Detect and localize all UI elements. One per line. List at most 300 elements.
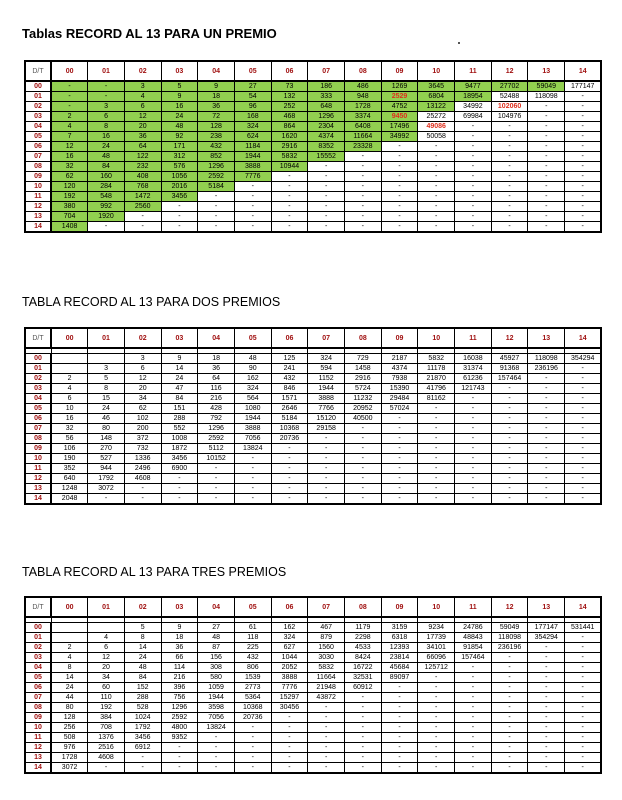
- table-cell: 2: [51, 643, 88, 653]
- table-cell: 9: [198, 81, 235, 92]
- table-cell: 5724: [345, 384, 382, 394]
- table-cell: -: [418, 733, 455, 743]
- table-cell: -: [308, 162, 345, 172]
- table-cell: -: [491, 394, 528, 404]
- table-cell: 270: [88, 444, 125, 454]
- table-cell: [88, 623, 125, 633]
- table-cell: -: [455, 142, 492, 152]
- row-label: 02: [25, 374, 51, 384]
- table-cell: -: [565, 743, 602, 753]
- table-cell: -: [491, 713, 528, 723]
- table-cell: -: [198, 202, 235, 212]
- table-cell: -: [491, 162, 528, 172]
- table-cell: -: [308, 172, 345, 182]
- table-cell: -: [491, 673, 528, 683]
- table-cell: 16: [88, 132, 125, 142]
- table-cell: -: [491, 454, 528, 464]
- table-row: [25, 384, 601, 394]
- table-cell: 10944: [271, 162, 308, 172]
- corner-label: D/T: [25, 61, 51, 81]
- table-cell: 624: [234, 132, 271, 142]
- table-cell: 552: [161, 424, 198, 434]
- table-cell: -: [565, 484, 602, 494]
- table-cell: -: [345, 172, 382, 182]
- table-cell: 12: [88, 653, 125, 663]
- table-cell: 2052: [271, 663, 308, 673]
- column-header: 12: [491, 597, 528, 617]
- row-label: 06: [25, 414, 51, 424]
- table-cell: 4: [124, 92, 161, 102]
- table-cell: [51, 354, 88, 364]
- table-cell: -: [528, 474, 565, 484]
- table-cell: [88, 354, 125, 364]
- table-cell: -: [381, 703, 418, 713]
- column-header: 07: [308, 328, 345, 348]
- row-label: 11: [25, 192, 51, 202]
- table-cell: -: [271, 464, 308, 474]
- table-row: [25, 763, 601, 774]
- table-cell: 20736: [271, 434, 308, 444]
- table-cell: -: [455, 713, 492, 723]
- table-cell: 118098: [528, 92, 565, 102]
- table-row: [25, 374, 601, 384]
- table-cell: 3888: [234, 162, 271, 172]
- table-cell: -: [381, 494, 418, 505]
- column-header: 00: [51, 61, 88, 81]
- table-cell: -: [491, 494, 528, 505]
- table-cell: 128: [198, 122, 235, 132]
- table-cell: -: [565, 102, 602, 112]
- table-cell: -: [345, 743, 382, 753]
- column-header: 08: [345, 597, 382, 617]
- table-cell: 3030: [308, 653, 345, 663]
- table-cell: -: [491, 384, 528, 394]
- table-cell: -: [565, 693, 602, 703]
- table-cell: -: [161, 743, 198, 753]
- column-header: 00: [51, 597, 88, 617]
- table-cell: 7776: [234, 172, 271, 182]
- table-row: [25, 81, 601, 92]
- table-cell: 125: [271, 354, 308, 364]
- table-cell: -: [565, 673, 602, 683]
- row-label: 04: [25, 122, 51, 132]
- header-row: [25, 61, 601, 81]
- table-cell: -: [418, 414, 455, 424]
- column-header: 09: [381, 328, 418, 348]
- row-label: 07: [25, 152, 51, 162]
- column-header: 01: [88, 328, 125, 348]
- table-cell: 20736: [234, 713, 271, 723]
- table-cell: 594: [308, 364, 345, 374]
- table-cell: -: [528, 653, 565, 663]
- table-cell: -: [528, 643, 565, 653]
- table-cell: -: [528, 763, 565, 774]
- table-cell: 34992: [455, 102, 492, 112]
- table-cell: 20952: [345, 404, 382, 414]
- row-label: 05: [25, 404, 51, 414]
- table-row: [25, 142, 601, 152]
- table-cell: 16: [51, 152, 88, 162]
- table-cell: -: [271, 222, 308, 233]
- table-cell: -: [418, 743, 455, 753]
- table-cell: -: [565, 633, 602, 643]
- table-cell: -: [455, 192, 492, 202]
- table-cell: 1728: [345, 102, 382, 112]
- table-cell: 190: [51, 454, 88, 464]
- table-cell: -: [491, 414, 528, 424]
- table-cell: 118098: [528, 354, 565, 364]
- table-cell: -: [198, 464, 235, 474]
- table-cell: -: [528, 132, 565, 142]
- table-cell: 25272: [418, 112, 455, 122]
- table-cell: 5832: [308, 663, 345, 673]
- table-cell: 80: [51, 703, 88, 713]
- table-cell: -: [491, 743, 528, 753]
- table-cell: 46: [88, 414, 125, 424]
- table-cell: 48: [234, 354, 271, 364]
- table-cell: 11664: [308, 673, 345, 683]
- table-cell: 2: [51, 374, 88, 384]
- table-cell: 16038: [455, 354, 492, 364]
- table-cell: 87: [198, 643, 235, 653]
- column-header: 10: [418, 328, 455, 348]
- table-cell: -: [234, 212, 271, 222]
- table-cell: -: [455, 763, 492, 774]
- table-cell: -: [455, 424, 492, 434]
- table-cell: -: [528, 703, 565, 713]
- table-cell: 120: [51, 182, 88, 192]
- table-row: [25, 394, 601, 404]
- table-cell: 60912: [345, 683, 382, 693]
- table-cell: 64: [124, 142, 161, 152]
- table-cell: -: [234, 763, 271, 774]
- table-cell: 11178: [418, 364, 455, 374]
- table-cell: 1184: [234, 142, 271, 152]
- table-cell: -: [51, 92, 88, 102]
- table-cell: -: [565, 753, 602, 763]
- table-cell: -: [308, 703, 345, 713]
- table-row: [25, 474, 601, 484]
- table-cell: 284: [88, 182, 125, 192]
- table-cell: 11232: [345, 394, 382, 404]
- table-cell: -: [418, 693, 455, 703]
- table-cell: -: [528, 162, 565, 172]
- table-cell: 24: [88, 404, 125, 414]
- table-cell: -: [345, 713, 382, 723]
- table-cell: 6804: [418, 92, 455, 102]
- table-cell: -: [565, 474, 602, 484]
- column-header: 04: [198, 328, 235, 348]
- table-cell: 2916: [345, 374, 382, 384]
- table-cell: 90: [234, 364, 271, 374]
- row-label: 13: [25, 212, 51, 222]
- table-cell: 157464: [455, 653, 492, 663]
- table-cell: 324: [234, 384, 271, 394]
- table-cell: -: [418, 192, 455, 202]
- row-label: 09: [25, 172, 51, 182]
- table-cell: 66096: [418, 653, 455, 663]
- table-cell: -: [381, 683, 418, 693]
- table-cell: -: [161, 484, 198, 494]
- table-cell: -: [491, 192, 528, 202]
- table-cell: -: [528, 693, 565, 703]
- table-cell: -: [381, 424, 418, 434]
- row-label: 11: [25, 733, 51, 743]
- table-cell: 102: [124, 414, 161, 424]
- table-cell: 27: [234, 81, 271, 92]
- table-cell: 45684: [381, 663, 418, 673]
- table-cell: 708: [88, 723, 125, 733]
- table-cell: 2048: [51, 494, 88, 505]
- table-cell: 8: [88, 122, 125, 132]
- table-cell: -: [491, 733, 528, 743]
- table-cell: 8: [51, 663, 88, 673]
- table-cell: -: [308, 212, 345, 222]
- table-cell: 5184: [198, 182, 235, 192]
- column-header: 11: [455, 328, 492, 348]
- table-cell: 17739: [418, 633, 455, 643]
- table-cell: -: [455, 723, 492, 733]
- table-row: [25, 404, 601, 414]
- table-cell: -: [528, 222, 565, 233]
- table-cell: 4374: [308, 132, 345, 142]
- table-cell: 4800: [161, 723, 198, 733]
- table-cell: -: [528, 753, 565, 763]
- table-cell: 32: [51, 424, 88, 434]
- table-cell: 236196: [528, 364, 565, 374]
- table-cell: -: [88, 222, 125, 233]
- table-row: [25, 464, 601, 474]
- table-cell: -: [418, 683, 455, 693]
- table-cell: -: [345, 454, 382, 464]
- table-cell: 9: [161, 354, 198, 364]
- table-cell: 324: [271, 633, 308, 643]
- table-cell: -: [234, 202, 271, 212]
- table-cell: 104976: [491, 112, 528, 122]
- table-cell: -: [308, 763, 345, 774]
- table-cell: -: [528, 142, 565, 152]
- table-cell: -: [271, 723, 308, 733]
- table-cell: -: [345, 222, 382, 233]
- table-cell: 1056: [161, 172, 198, 182]
- table-cell: 531441: [565, 623, 602, 633]
- table-row: [25, 434, 601, 444]
- table-cell: 57024: [381, 404, 418, 414]
- table-cell: -: [528, 414, 565, 424]
- column-header: 05: [234, 597, 271, 617]
- table-cell: -: [198, 743, 235, 753]
- table-cell: 312: [161, 152, 198, 162]
- table-cell: [51, 364, 88, 374]
- table-cell: -: [418, 723, 455, 733]
- table-cell: 12: [124, 374, 161, 384]
- table-cell: -: [271, 182, 308, 192]
- table-cell: -: [565, 122, 602, 132]
- table-cell: 148: [88, 434, 125, 444]
- table-cell: 20: [88, 663, 125, 673]
- row-label: 07: [25, 693, 51, 703]
- table-cell: 8: [124, 633, 161, 643]
- table-cell: 7056: [198, 713, 235, 723]
- table-cell: 31374: [455, 364, 492, 374]
- table-cell: 66: [161, 653, 198, 663]
- table-cell: -: [198, 763, 235, 774]
- table-cell: 640: [51, 474, 88, 484]
- table-cell: -: [381, 743, 418, 753]
- table-cell: 216: [161, 673, 198, 683]
- column-header: 14: [565, 61, 602, 81]
- row-label: 08: [25, 434, 51, 444]
- table-cell: 6408: [345, 122, 382, 132]
- table-cell: -: [565, 683, 602, 693]
- table-cell: 52488: [491, 92, 528, 102]
- table-cell: -: [381, 474, 418, 484]
- row-label: 01: [25, 92, 51, 102]
- table-cell: 548: [88, 192, 125, 202]
- table-cell: 48843: [455, 633, 492, 643]
- table-row: [25, 743, 601, 753]
- table-cell: -: [565, 142, 602, 152]
- table-cell: 118098: [491, 633, 528, 643]
- table-cell: -: [491, 202, 528, 212]
- table-cell: -: [455, 414, 492, 424]
- table-cell: 15: [88, 394, 125, 404]
- row-label: 10: [25, 182, 51, 192]
- table-cell: -: [345, 474, 382, 484]
- table-cell: -: [88, 763, 125, 774]
- column-header: 09: [381, 61, 418, 81]
- corner-label: D/T: [25, 328, 51, 348]
- table-cell: -: [455, 693, 492, 703]
- table-cell: -: [565, 723, 602, 733]
- table-cell: -: [418, 212, 455, 222]
- table-cell: -: [161, 763, 198, 774]
- table-cell: -: [308, 494, 345, 505]
- table-cell: -: [308, 753, 345, 763]
- table-cell: -: [161, 753, 198, 763]
- table-cell: 4374: [381, 364, 418, 374]
- table-cell: 6900: [161, 464, 198, 474]
- table-row: [25, 713, 601, 723]
- table-cell: 846: [271, 384, 308, 394]
- table-cell: -: [198, 494, 235, 505]
- table-cell: 32: [51, 162, 88, 172]
- table-cell: 3888: [308, 394, 345, 404]
- table-cell: 62: [124, 404, 161, 414]
- row-label: 00: [25, 623, 51, 633]
- table-cell: -: [234, 454, 271, 464]
- table-cell: -: [491, 152, 528, 162]
- table-cell: 6: [51, 394, 88, 404]
- table-cell: -: [124, 222, 161, 233]
- table-cell: 2529: [381, 92, 418, 102]
- table-row: [25, 172, 601, 182]
- table-cell: 704: [51, 212, 88, 222]
- table-cell: 6912: [124, 743, 161, 753]
- table-cell: 27: [198, 623, 235, 633]
- table-cell: -: [565, 454, 602, 464]
- table-cell: 13824: [234, 444, 271, 454]
- table-cell: 432: [198, 142, 235, 152]
- table-cell: -: [345, 162, 382, 172]
- row-label: 06: [25, 683, 51, 693]
- table-cell: 2592: [198, 172, 235, 182]
- table-cell: -: [88, 81, 125, 92]
- table-cell: -: [418, 763, 455, 774]
- table-cell: 36: [161, 643, 198, 653]
- table-cell: -: [381, 192, 418, 202]
- table-cell: -: [345, 212, 382, 222]
- table-cell: -: [308, 723, 345, 733]
- table-row: [25, 222, 601, 233]
- table-cell: 992: [88, 202, 125, 212]
- table-cell: 1269: [381, 81, 418, 92]
- table-cell: 1560: [308, 643, 345, 653]
- column-header: 11: [455, 597, 492, 617]
- table-cell: -: [345, 424, 382, 434]
- table-cell: 3456: [124, 733, 161, 743]
- table-cell: -: [565, 92, 602, 102]
- table-cell: 171: [161, 142, 198, 152]
- table-cell: 64: [198, 374, 235, 384]
- table-cell: 354294: [565, 354, 602, 364]
- table-cell: 56: [51, 434, 88, 444]
- table-cell: 5832: [418, 354, 455, 364]
- table-cell: 396: [161, 683, 198, 693]
- table-cell: 2916: [271, 142, 308, 152]
- table-cell: 1792: [88, 474, 125, 484]
- row-label: 10: [25, 723, 51, 733]
- table-cell: -: [198, 212, 235, 222]
- table-cell: 30456: [271, 703, 308, 713]
- table-cell: 34992: [381, 132, 418, 142]
- table-cell: 23328: [345, 142, 382, 152]
- table-cell: 61: [234, 623, 271, 633]
- table-cell: -: [491, 474, 528, 484]
- table-cell: 152: [124, 683, 161, 693]
- table-cell: 2516: [88, 743, 125, 753]
- table-cell: 160: [88, 172, 125, 182]
- table-cell: 1296: [308, 112, 345, 122]
- header-row: [25, 597, 601, 617]
- table-cell: 1944: [198, 693, 235, 703]
- table-cell: -: [345, 763, 382, 774]
- table-cell: -: [271, 474, 308, 484]
- table-cell: -: [381, 693, 418, 703]
- row-label: 08: [25, 162, 51, 172]
- table-cell: 2592: [198, 434, 235, 444]
- table-cell: 1872: [161, 444, 198, 454]
- table-cell: -: [271, 202, 308, 212]
- table-cell: -: [491, 172, 528, 182]
- table-cell: 5364: [234, 693, 271, 703]
- table-row: [25, 673, 601, 683]
- corner-label: D/T: [25, 597, 51, 617]
- table-cell: 4: [51, 653, 88, 663]
- table-cell: -: [234, 484, 271, 494]
- table-row: [25, 633, 601, 643]
- table-cell: 768: [124, 182, 161, 192]
- table-cell: 576: [161, 162, 198, 172]
- table-cell: -: [381, 733, 418, 743]
- table-cell: 976: [51, 743, 88, 753]
- table-cell: 48: [88, 152, 125, 162]
- table-cell: -: [308, 454, 345, 464]
- table-cell: 3: [124, 81, 161, 92]
- table-cell: 200: [124, 424, 161, 434]
- table-cell: -: [491, 663, 528, 673]
- table-cell: -: [381, 414, 418, 424]
